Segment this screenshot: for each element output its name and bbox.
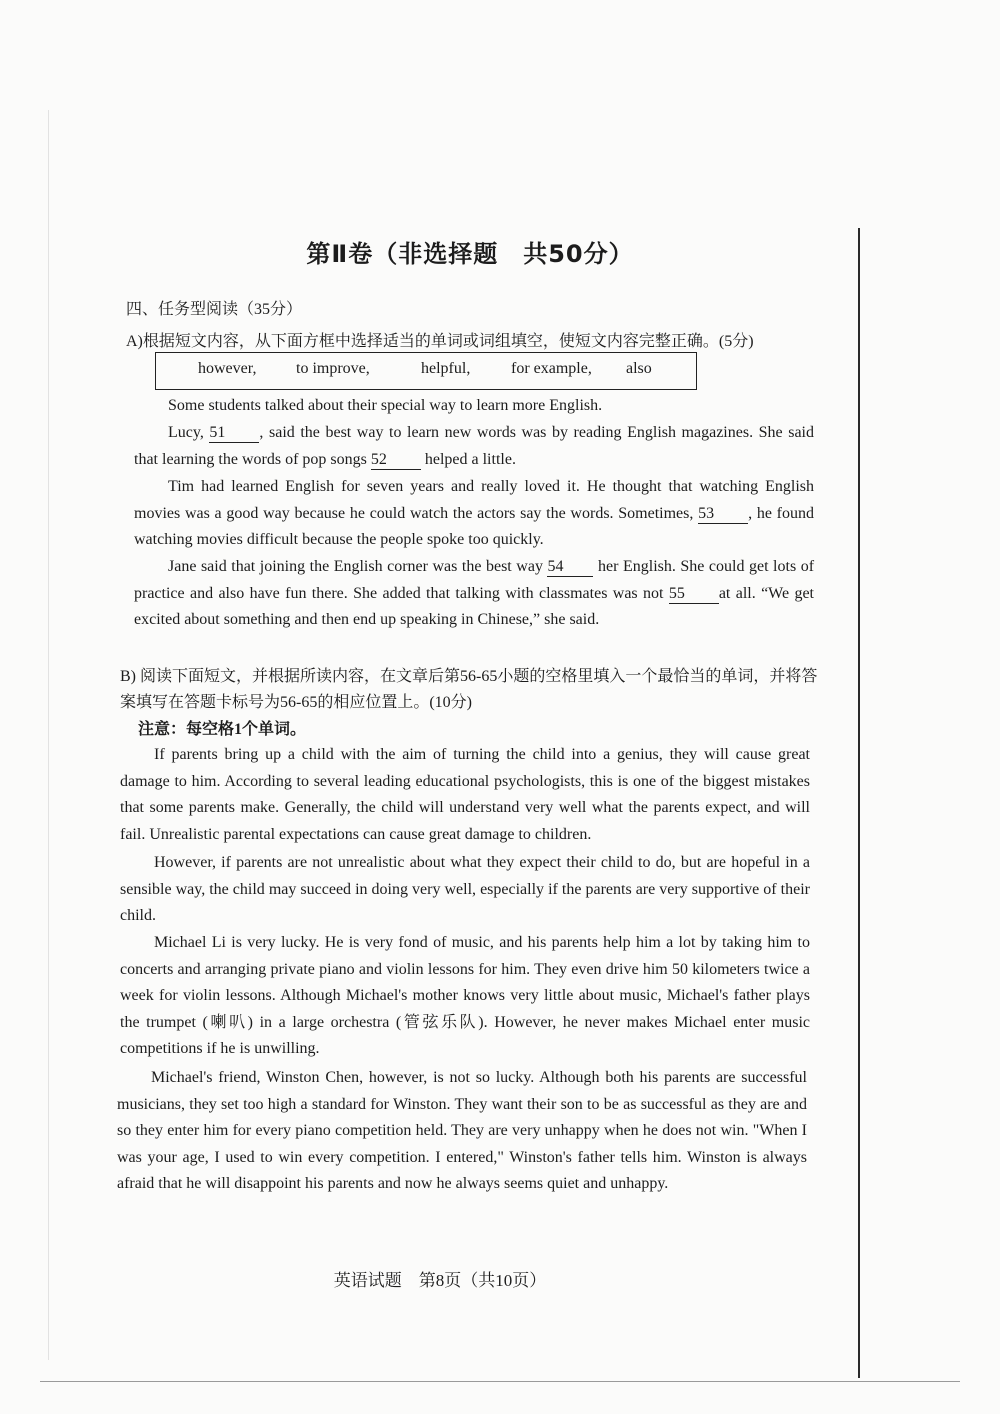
answer-blank[interactable]: 52: [371, 451, 421, 470]
right-margin-rule: [858, 228, 860, 1378]
part-a-paragraph: Some students talked about their special way to learn more English.: [168, 397, 603, 414]
section-heading: 四、任务型阅读（35分）: [126, 301, 303, 318]
bottom-edge-rule: [40, 1381, 960, 1382]
part-a-paragraph: Jane said that joining the English corner was the best way 54 her English. She could get lots of practice and also have fun there. She added that talking with classmates was not 55 at all. “We get excited about something and then end up speaking in Chinese,” she said.: [134, 558, 815, 628]
page-footer: 英语试题 第8页（共10页）: [333, 1271, 547, 1290]
page-fold-line: [48, 110, 49, 1360]
answer-blank[interactable]: 54: [547, 558, 593, 577]
part-a-paragraph: Lucy, 51 , said the best way to learn new words was by reading English magazines. She said that learning the words of pop songs 52 helped a little.: [134, 424, 815, 468]
part-a-instruction: A)根据短文内容，从下面方框中选择适当的单词或词组填空，使短文内容完整正确。(5分): [126, 333, 754, 350]
part-b-paragraph: Michael's friend, Winston Chen, however, is not so lucky. Although both his parents are successful musicians, they set too high a standard for Winston. They want their son to be as successful as they are and so they enter him for every piano competition held. They are very unhappy when he does not win. "When I was your age, I used to win every competition. I entered," Winston's father tells him. Winston is always afraid that he will disappoint his parents and now he always seems quiet and unhappy.: [117, 1069, 807, 1192]
answer-blank[interactable]: 51: [209, 424, 259, 443]
answer-blank[interactable]: 55: [669, 585, 719, 604]
part-b-instruction: B) 阅读下面短文，并根据所读内容，在文章后第56-65小题的空格里填入一个最恰当的单词，并将答案填写在答题卡标号为56-65的相应位置上。(10分): [120, 668, 818, 711]
word-option: for example,: [511, 360, 592, 377]
word-option: however,: [198, 360, 257, 377]
word-option: to improve,: [296, 360, 370, 377]
part-b-paragraph: If parents bring up a child with the aim of turning the child into a genius, they will cause great damage to him. According to several leading educational psychologists, this is one of the biggest mistakes that some parents make. Generally, the child will understand very well what the parents expect, and will fail. Unrealistic parental expectations can cause great damage to children.: [120, 746, 810, 843]
page-title: 第Ⅱ卷（非选择题 共50分）: [306, 240, 634, 268]
part-a-paragraph: Tim had learned English for seven years and really loved it. He thought that watching English movies was a good way because he could watch the actors say the words. Sometimes, 53 , he found watching movies difficult because the people spoke too quickly.: [134, 478, 815, 548]
part-b-paragraph: Michael Li is very lucky. He is very fond of music, and his parents help him a lot by taking him to concerts and arranging private piano and violin lessons for him. They even drive him 50 kilometers twice a week for violin lessons. Although Michael's mother knows very little about music, Michael's father plays the trumpet (喇叭) in a large orchestra (管弦乐队). However, he never makes Michael enter music competitions if he is unwilling.: [120, 934, 810, 1057]
word-option: also: [626, 360, 652, 377]
word-option: helpful,: [421, 360, 471, 377]
word-choice-box: [155, 352, 697, 390]
part-b-paragraph: However, if parents are not unrealistic about what they expect their child to do, but are hopeful in a sensible way, the child may succeed in doing very well, especially if the parents are very supportive of their child.: [120, 854, 810, 924]
part-b-note: 注意：每空格1个单词。: [138, 721, 307, 738]
answer-blank[interactable]: 53: [698, 505, 748, 524]
